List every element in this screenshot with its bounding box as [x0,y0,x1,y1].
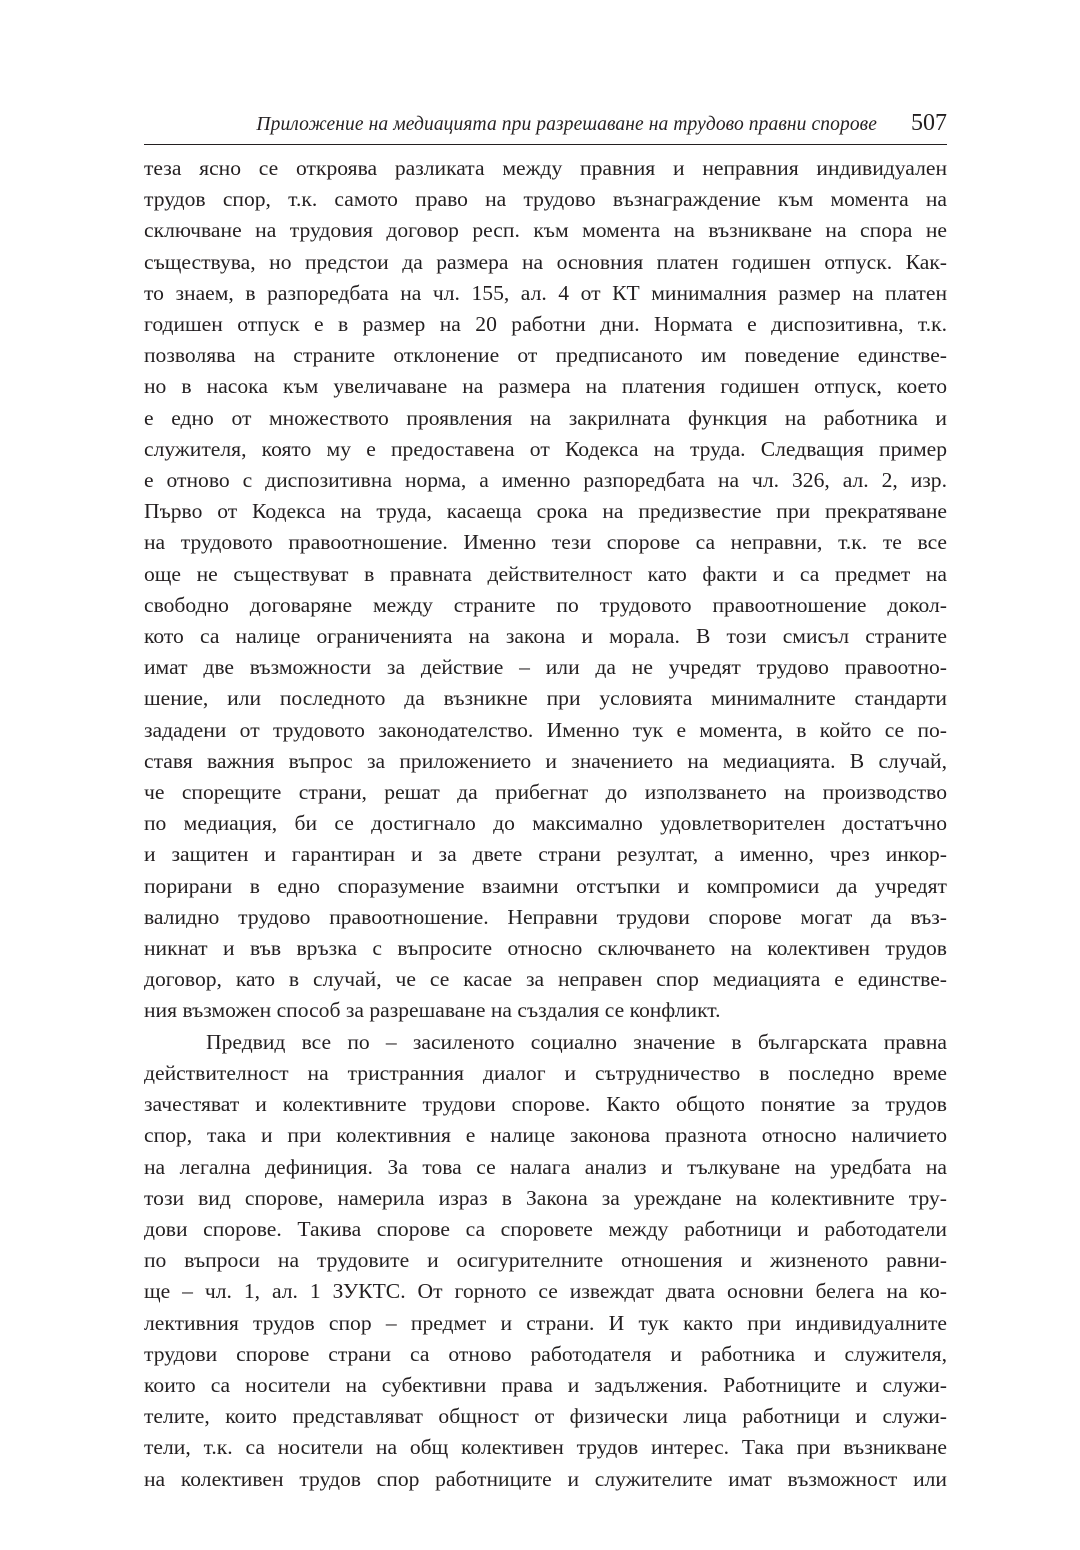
text-line: зачестяват и колективните трудови спорове. Както общото понятие за трудов [144,1092,947,1117]
text-line: валидно трудово правоотношение. Неправни трудови спорове могат да въз- [144,904,947,929]
text-line: и защитен и гарантиран и за двете страни резултат, а именно, чрез инкор- [144,842,947,867]
text-line: тели, т.к. са носители на общ колективен трудов интерес. Така при възникване [144,1435,947,1460]
text-line: на трудовото правоотношение. Именно тези спорове са неправни, т.к. те все [144,530,947,555]
body-text [144,153,947,1495]
text-line: трудов спор, т.к. самото право на трудово възнаграждение към момента на [144,187,947,212]
paragraph-end-line: ния възможен способ за разрешаване на създалия се конфликт. [144,998,721,1023]
text-line: свободно договаряне между страните по трудовото правоотношение докол- [144,592,947,617]
text-line: този вид спорове, намерила израз в Закона за уреждане на колективните тру- [144,1185,947,1210]
text-line: по въпроси на трудовите и осигурителните отношения и жизненото равни- [144,1248,947,1273]
text-line: имат две възможности за действие – или да не учредят трудово правоотно- [144,655,947,680]
text-line: съществува, но предстои да размера на основния платен годишен отпуск. Как- [144,249,947,274]
text-line: то знаем, в разпоредбата на чл. 155, ал. 4 от КТ минималния размер на платен [144,280,947,305]
text-line: действителност на тристранния диалог и сътрудничество в последно време [144,1060,947,1085]
running-header [144,110,947,145]
text-line: спор, така и при колективния е налице законова празнота относно наличието [144,1123,947,1148]
text-line: на колективен трудов спор работниците и служителите имат възможност или [144,1466,947,1491]
running-title: Приложение на медиацията при разрешаване на трудово правни спорове [256,114,877,135]
text-line: по медиация, би се достигнало до максимално удовлетворителен достатъчно [144,811,947,836]
text-line: че спорещите страни, решат да прибегнат до използването на производство [144,780,947,805]
text-line: трудови спорове страни са отново работодателя и работника и служителя, [144,1341,947,1366]
text-line: договор, като в случай, че се касае за неправен спор медиацията е единстве- [144,967,947,992]
text-line: но в насока към увеличаване на размера на платения годишен отпуск, което [144,374,947,399]
text-line: лективния трудов спор – предмет и страни. И тук както при индивидуалните [144,1310,947,1335]
text-line: служителя, която му е предоставена от Кодекса на труда. Следващия пример [144,436,947,461]
text-line: годишен отпуск е в размер на 20 работни дни. Нормата е диспозитивна, т.к. [144,312,947,337]
text-line: още не съществуват в правната действителност като факти и са предмет на [144,561,947,586]
text-line: кото са налице ограниченията на закона и морала. В този смисъл страните [144,624,947,649]
text-line: Първо от Кодекса на труда, касаеща срока на предизвестие при прекратяване [144,499,947,524]
text-line: никнат и във връзка с въпросите относно сключването на колективен трудов [144,936,947,961]
text-line: на легална дефиниция. За това се налага анализ и тълкуване на уредбата на [144,1154,947,1179]
text-line: зададени от трудовото законодателство. Именно тук е момента, в който се по- [144,717,947,742]
text-line: позволява на страните отклонение от предписаното им поведение единстве- [144,343,947,368]
text-line: които са носители на субективни права и задължения. Работниците и служи- [144,1372,947,1397]
text-line: ще – чл. 1, ал. 1 ЗУКТС. От горното се извеждат двата основни белега на ко- [144,1279,947,1304]
text-line: ставя важния въпрос за приложението и значението на медиацията. В случай, [144,748,947,773]
text-line: порирани в едно споразумение взаимни отстъпки и компромиси да учредят [144,873,947,898]
text-line: е едно от множеството проявления на закрилната функция на работника и [144,405,947,430]
paragraph-first-line: Предвид все по – засиленото социално значение в българската правна [206,1029,947,1054]
page-number: 507 [911,110,947,136]
text-line: теза ясно се откроява разликата между правния и неправния индивидуален [144,156,947,180]
text-line: е отново с диспозитивна норма, а именно разпоредбата на чл. 326, ал. 2, изр. [144,468,947,493]
text-line: телите, които представляват общност от физически лица работници и служи- [144,1404,947,1429]
book-page [144,110,947,1495]
text-line: сключване на трудовия договор респ. към момента на възникване на спора не [144,218,947,243]
text-line: дови спорове. Такива спорове са споровете между работници и работодатели [144,1216,947,1241]
text-line: шение, или последното да възникне при условията минималните стандарти [144,686,947,711]
